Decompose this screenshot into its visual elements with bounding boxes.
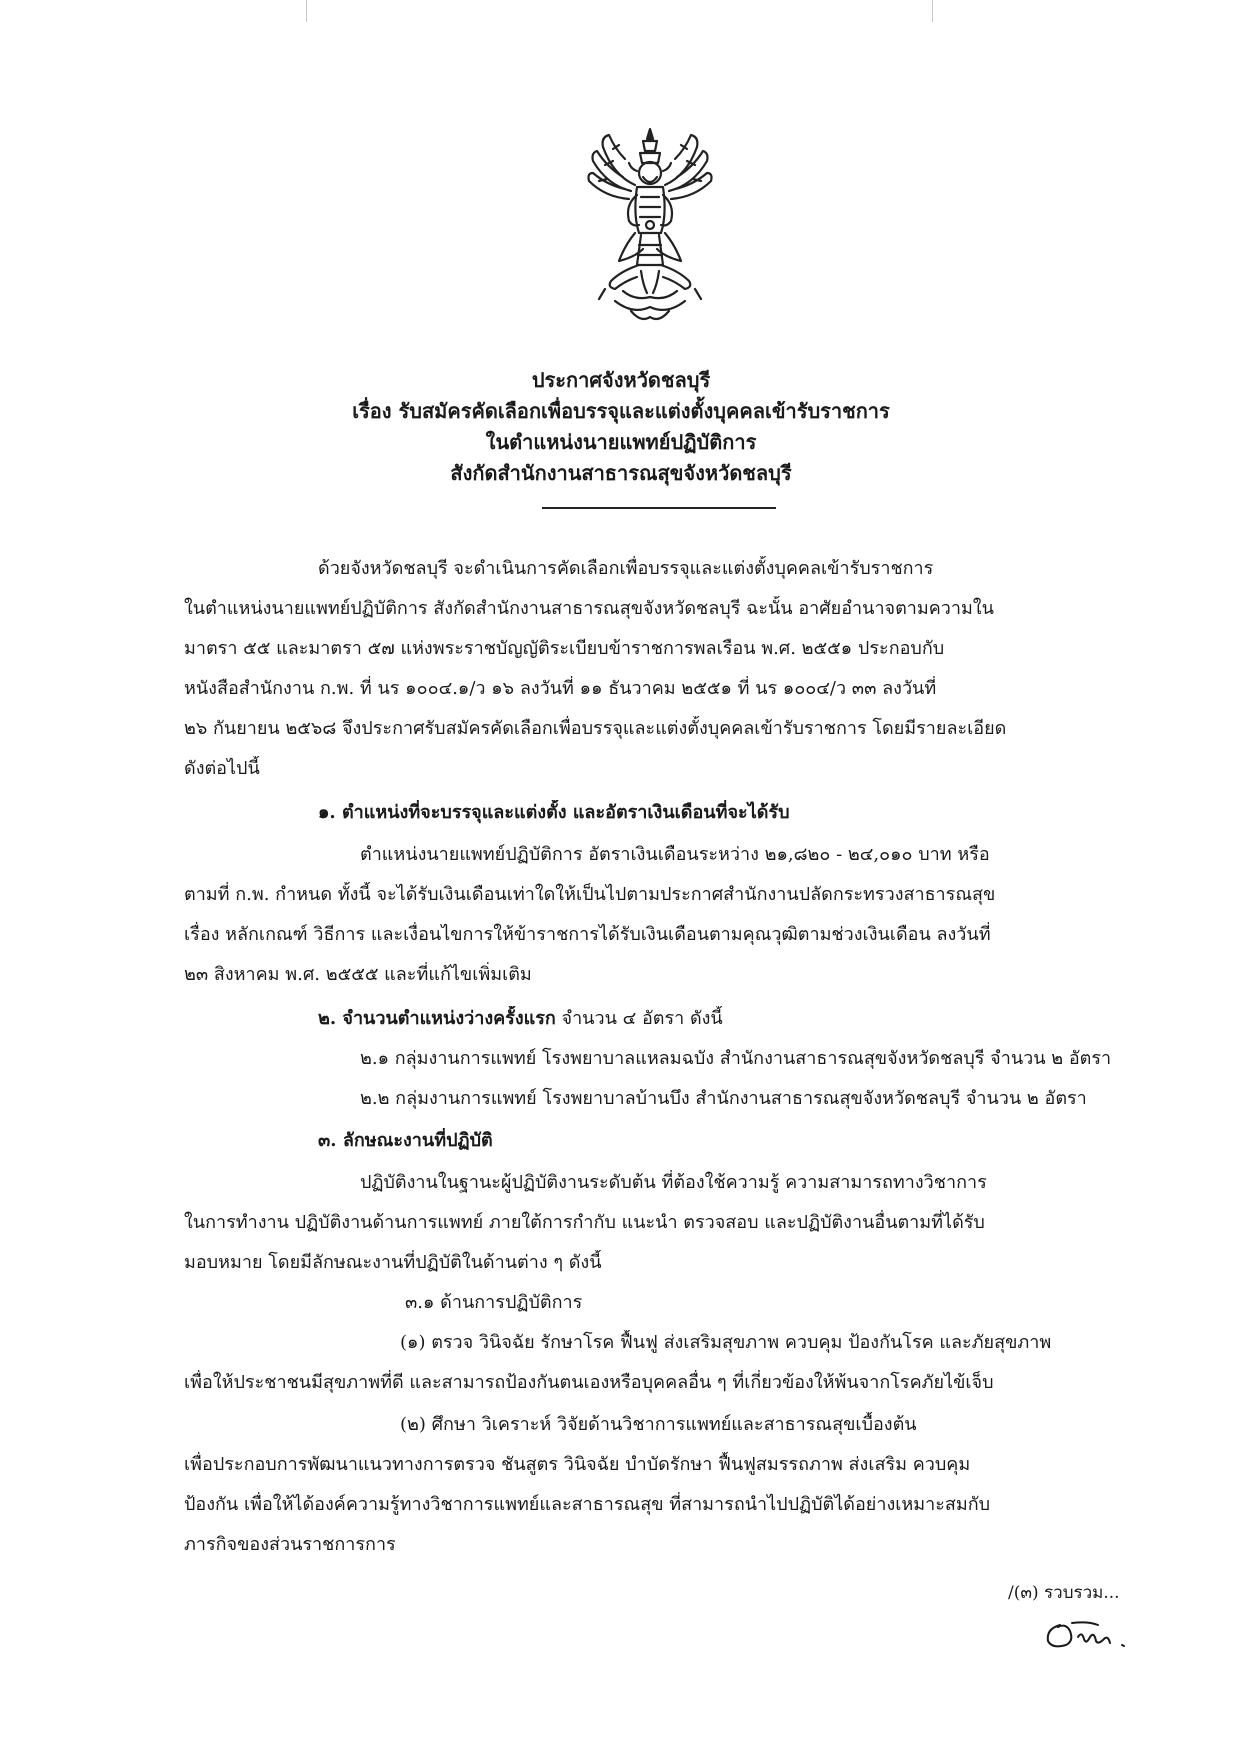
announcement-subject: เรื่อง รับสมัครคัดเลือกเพื่อบรรจุและแต่งตั้งบุคคลเข้ารับราชการ [352, 399, 890, 423]
section-2-heading-row [318, 1006, 723, 1036]
section-1-line: เรื่อง หลักเกณฑ์ วิธีการ และเงื่อนไขการให้ข้าราชการได้รับเงินเดือนตามคุณวุฒิตามช่วงเงินเดือน ลงวันที่ [184, 924, 991, 945]
section-3-heading: ๓. ลักษณะงานที่ปฏิบัติ [318, 1130, 493, 1151]
announcement-header [0, 365, 1242, 489]
intro-line: ในตำแหน่งนายแพทย์ปฏิบัติการ สังกัดสำนักงานสาธารณสุขจังหวัดชลบุรี ฉะนั้น อาศัยอำนาจตามความใน [184, 598, 994, 619]
announcement-title: ประกาศจังหวัดชลบุรี [531, 368, 711, 392]
section-1-heading: ๑. ตำแหน่งที่จะบรรจุและแต่งตั้ง และอัตราเงินเดือนที่จะได้รับ [318, 802, 790, 823]
section-2-heading: ๒. จำนวนตำแหน่งว่างครั้งแรก [318, 1008, 556, 1029]
title-divider [542, 507, 776, 509]
intro-line: มาตรา ๕๕ และมาตรา ๕๗ แห่งพระราชบัญญัติระเบียบข้าราชการพลเรือน พ.ศ. ๒๕๕๑ ประกอบกับ [184, 638, 945, 659]
duty-item: เพื่อประกอบการพัฒนาแนวทางการตรวจ ชันสูตร วินิจฉัย บำบัดรักษา ฟื้นฟูสมรรถภาพ ส่งเสริม ควบคุม [184, 1454, 971, 1475]
duty-item: (๒) ศึกษา วิเคราะห์ วิจัยด้านวิชาการแพทย์และสาธารณสุขเบื้องต้น [400, 1414, 917, 1435]
scan-mark [306, 0, 307, 22]
garuda-emblem-icon [585, 125, 715, 325]
section-1-line: ตามที่ ก.พ. กำหนด ทั้งนี้ จะได้รับเงินเดือนเท่าใดให้เป็นไปตามประกาศสำนักงานปลัดกระทรวงสาธารณสุข [184, 884, 996, 905]
section-1-line: ตำแหน่งนายแพทย์ปฏิบัติการ อัตราเงินเดือนระหว่าง ๒๑,๘๒๐ - ๒๔,๐๑๐ บาท หรือ [360, 844, 990, 865]
announcement-agency: สังกัดสำนักงานสาธารณสุขจังหวัดชลบุรี [450, 461, 792, 485]
vacancy-item: ๒.๒ กลุ่มงานการแพทย์ โรงพยาบาลบ้านบึง สำนักงานสาธารณสุขจังหวัดชลบุรี จำนวน ๒ อัตรา [360, 1088, 1087, 1109]
intro-line: หนังสือสำนักงาน ก.พ. ที่ นร ๑๐๐๔.๑/ว ๑๖ ลงวันที่ ๑๑ ธันวาคม ๒๕๕๑ ที่ นร ๑๐๐๔/ว ๓๓ ลงวันที่ [184, 678, 937, 699]
duty-item: ภารกิจของส่วนราชการการ [184, 1534, 396, 1555]
duty-item: เพื่อให้ประชาชนมีสุขภาพที่ดี และสามารถป้องกันตนเองหรือบุคคลอื่น ๆ ที่เกี่ยวข้องให้พ้นจากโรคภัยไข้เจ็บ [184, 1372, 994, 1393]
section-3-1-heading: ๓.๑ ด้านการปฏิบัติการ [405, 1292, 583, 1313]
section-3-line: ปฏิบัติงานในฐานะผู้ปฏิบัติงานระดับต้น ที่ต้องใช้ความรู้ ความสามารถทางวิชาการ [360, 1172, 987, 1193]
intro-line: ดังต่อไปนี้ [184, 758, 260, 779]
duty-item: ป้องกัน เพื่อให้ได้องค์ความรู้ทางวิชาการแพทย์และสาธารณสุข ที่สามารถนำไปปฏิบัติได้อย่างเหมาะสมกับ [184, 1494, 991, 1515]
intro-line: ด้วยจังหวัดชลบุรี จะดำเนินการคัดเลือกเพื่อบรรจุและแต่งตั้งบุคคลเข้ารับราชการ [318, 558, 934, 579]
signature-initials [1038, 1615, 1138, 1655]
duty-item: (๑) ตรวจ วินิจฉัย รักษาโรค ฟื้นฟู ส่งเสริมสุขภาพ ควบคุม ป้องกันโรค และภัยสุขภาพ [400, 1332, 1052, 1353]
vacancy-item: ๒.๑ กลุ่มงานการแพทย์ โรงพยาบาลแหลมฉบัง สำนักงานสาธารณสุขจังหวัดชลบุรี จำนวน ๒ อัตรา [360, 1048, 1112, 1069]
continuation-note: /(๓) รวบรวม... [1008, 1583, 1120, 1603]
announcement-position: ในตำแหน่งนายแพทย์ปฏิบัติการ [485, 430, 757, 454]
scan-mark [932, 0, 933, 22]
section-3-line: มอบหมาย โดยมีลักษณะงานที่ปฏิบัติในด้านต่าง ๆ ดังนี้ [184, 1252, 602, 1273]
section-1-line: ๒๓ สิงหาคม พ.ศ. ๒๕๕๕ และที่แก้ไขเพิ่มเติม [184, 964, 532, 985]
section-2-heading-tail: จำนวน ๔ อัตรา ดังนี้ [555, 1008, 723, 1029]
intro-line: ๒๖ กันยายน ๒๕๖๘ จึงประกาศรับสมัครคัดเลือกเพื่อบรรจุและแต่งตั้งบุคคลเข้ารับราชการ โดยมีรายละเอียด [184, 718, 1007, 739]
section-3-line: ในการทำงาน ปฏิบัติงานด้านการแพทย์ ภายใต้การกำกับ แนะนำ ตรวจสอบ และปฏิบัติงานอื่นตามที่ได้รับ [184, 1212, 985, 1233]
